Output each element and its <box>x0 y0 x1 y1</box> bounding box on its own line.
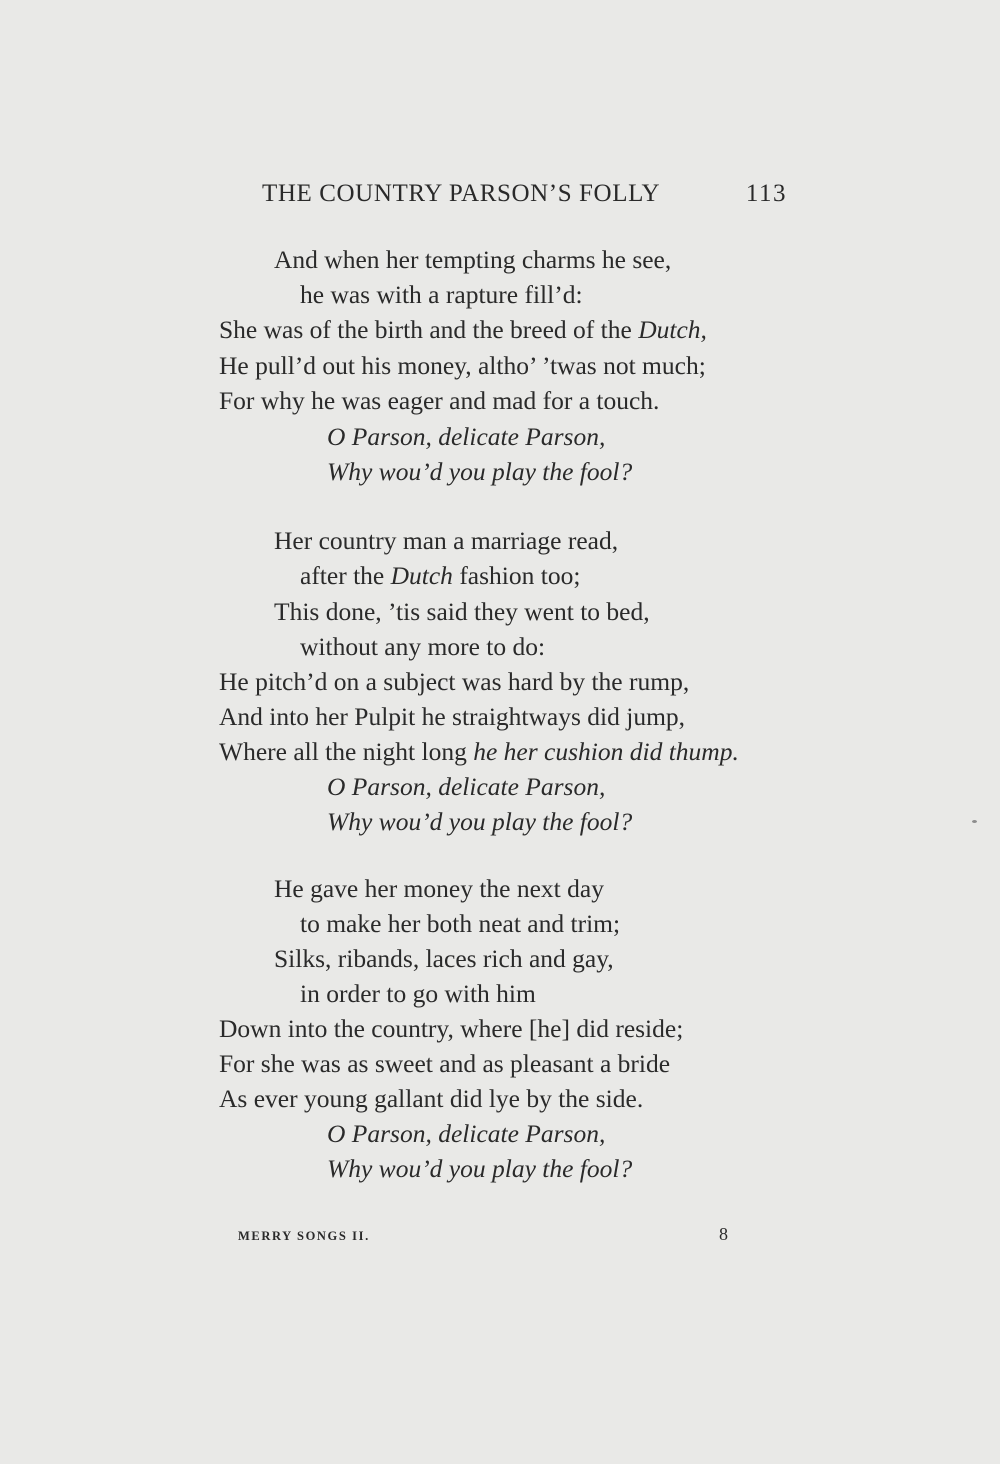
verse-line: Her country man a marriage read, <box>274 526 619 555</box>
verse-line-text: after the <box>300 561 391 590</box>
running-header <box>262 180 787 216</box>
sheet-number: 8 <box>719 1224 728 1244</box>
page-number: 113 <box>745 180 787 207</box>
verse-line: This done, ’tis said they went to bed, <box>274 597 650 626</box>
verse-line <box>219 735 739 769</box>
verse-line <box>219 313 707 347</box>
verse-line-text: fashion too; <box>452 561 581 590</box>
verse-line: As ever young gallant did lye by the side. <box>219 1084 644 1113</box>
verse-line: to make her both neat and trim; <box>300 909 621 938</box>
verse-line: For why he was eager and mad for a touch. <box>219 386 660 415</box>
verse-line: He pull’d out his money, altho’ ’twas not much; <box>219 351 706 380</box>
refrain-line: O Parson, delicate Parson, <box>327 422 606 451</box>
verse-line: in order to go with him <box>300 979 536 1008</box>
italic-word: Dutch <box>390 561 453 590</box>
italic-phrase: he her cushion did thump. <box>473 737 739 766</box>
running-title: THE COUNTRY PARSON’S FOLLY <box>262 180 661 207</box>
refrain-line: O Parson, delicate Parson, <box>327 1119 606 1148</box>
verse-line: And into her Pulpit he straightways did jump, <box>219 702 686 731</box>
verse-line: Silks, ribands, laces rich and gay, <box>274 944 614 973</box>
signature-mark: MERRY SONGS II. <box>238 1229 370 1243</box>
verse-line-text: Where all the night long <box>219 737 474 766</box>
verse-line: He pitch’d on a subject was hard by the rump, <box>219 667 690 696</box>
refrain-line: Why wou’d you play the fool? <box>327 807 633 836</box>
verse-line <box>300 559 580 593</box>
verse-line: he was with a rapture fill’d: <box>300 280 583 309</box>
refrain-line: O Parson, delicate Parson, <box>327 772 606 801</box>
verse-line-text: She was of the birth and the breed of the <box>219 315 639 344</box>
verse-line: Down into the country, where [he] did reside; <box>219 1014 684 1043</box>
refrain-line: Why wou’d you play the fool? <box>327 457 633 486</box>
paper-speck <box>972 820 977 823</box>
verse-line: without any more to do: <box>300 632 546 661</box>
italic-word: Dutch, <box>638 315 707 344</box>
refrain-line: Why wou’d you play the fool? <box>327 1154 633 1183</box>
verse-line: He gave her money the next day <box>274 874 604 903</box>
verse-line: And when her tempting charms he see, <box>274 245 672 274</box>
verse-line: For she was as sweet and as pleasant a bride <box>219 1049 671 1078</box>
